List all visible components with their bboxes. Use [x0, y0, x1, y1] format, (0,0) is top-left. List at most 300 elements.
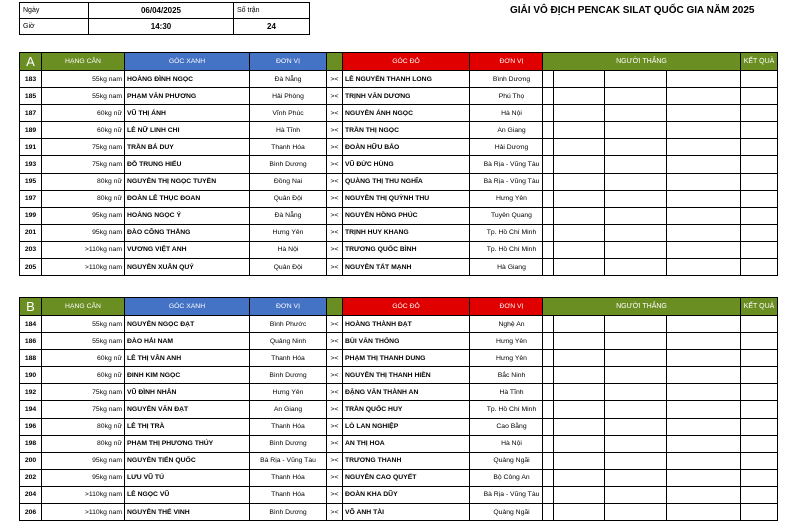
- red-athlete-unit: Tp. Hồ Chí Minh: [470, 224, 554, 241]
- match-row: [20, 190, 554, 207]
- weight-class: >110kg nam: [42, 259, 125, 276]
- result-cell[interactable]: [741, 241, 778, 258]
- match-row: [20, 122, 554, 139]
- match-number: 202: [20, 469, 42, 486]
- blue-athlete-name: TRẦN BÁ DUY: [125, 139, 250, 156]
- red-athlete-name: TRẦN THỊ NGỌC: [343, 122, 470, 139]
- time-label: Giờ: [20, 19, 89, 35]
- match-number: 203: [20, 241, 42, 258]
- winner-cell[interactable]: [605, 350, 667, 367]
- match-row: [20, 452, 554, 469]
- winner-cell[interactable]: [667, 486, 741, 503]
- blue-athlete-name: HOÀNG NGỌC Ý: [125, 207, 250, 224]
- blue-athlete-name: NGUYỄN NGỌC ĐẠT: [125, 316, 250, 333]
- match-number: 191: [20, 139, 42, 156]
- winner-cell[interactable]: [667, 435, 741, 452]
- blue-athlete-name: LÊ NGỌC VŨ: [125, 486, 250, 503]
- winner-cell[interactable]: [605, 139, 667, 156]
- blue-athlete-unit: Thanh Hóa: [250, 486, 327, 503]
- spacer: [310, 3, 311, 19]
- winner-cell[interactable]: [543, 156, 605, 173]
- winner-header: NGƯỜI THẮNG: [543, 53, 741, 71]
- winner-cell[interactable]: [667, 122, 741, 139]
- result-cell[interactable]: [741, 504, 778, 521]
- vs-marker: ><: [327, 435, 343, 452]
- blue-athlete-unit: Thanh Hóa: [250, 139, 327, 156]
- blue-athlete-unit: Hải Phòng: [250, 88, 327, 105]
- red-athlete-name: NGUYỄN ÁNH NGỌC: [343, 105, 470, 122]
- result-row: [543, 105, 778, 122]
- result-cell[interactable]: [741, 190, 778, 207]
- result-row: [543, 486, 778, 503]
- winner-cell[interactable]: [605, 122, 667, 139]
- winner-cell[interactable]: [543, 224, 605, 241]
- result-cell[interactable]: [741, 452, 778, 469]
- group-a-result-table: [542, 52, 778, 276]
- vs-marker: ><: [327, 207, 343, 224]
- winner-cell[interactable]: [543, 122, 605, 139]
- red-athlete-unit: Hưng Yên: [470, 190, 554, 207]
- winner-cell[interactable]: [605, 504, 667, 521]
- blue-athlete-unit: An Giang: [250, 401, 327, 418]
- blue-athlete-name: NGUYỄN TIẾN QUỐC: [125, 452, 250, 469]
- red-athlete-unit: Tp. Hồ Chí Minh: [470, 401, 554, 418]
- blue-athlete-unit: Thanh Hóa: [250, 418, 327, 435]
- result-header: KẾT QUẢ: [741, 53, 778, 71]
- winner-cell[interactable]: [605, 316, 667, 333]
- winner-cell[interactable]: [543, 207, 605, 224]
- red-athlete-unit: Bộ Công An: [470, 469, 554, 486]
- match-row: [20, 333, 554, 350]
- result-row: [543, 384, 778, 401]
- spacer: [310, 19, 311, 35]
- winner-cell[interactable]: [605, 224, 667, 241]
- winner-cell[interactable]: [605, 401, 667, 418]
- blue-athlete-unit: Quảng Ninh: [250, 333, 327, 350]
- result-row: [543, 469, 778, 486]
- red-athlete-name: NGUYỄN HỒNG PHÚC: [343, 207, 470, 224]
- winner-cell[interactable]: [605, 367, 667, 384]
- winner-cell[interactable]: [667, 88, 741, 105]
- blue-athlete-unit: Đà Nẵng: [250, 71, 327, 88]
- blue-athlete-name: VƯƠNG VIỆT ANH: [125, 241, 250, 258]
- weight-class: 75kg nam: [42, 139, 125, 156]
- match-row: [20, 384, 554, 401]
- red-athlete-unit: Hà Nội: [470, 435, 554, 452]
- winner-cell[interactable]: [667, 71, 741, 88]
- winner-cell[interactable]: [605, 190, 667, 207]
- blue-corner-header: GÓC XANH: [125, 53, 250, 71]
- weight-class: >110kg nam: [42, 504, 125, 521]
- weight-class: 75kg nam: [42, 384, 125, 401]
- result-cell[interactable]: [741, 486, 778, 503]
- blue-athlete-name: ĐÀO HẢI NAM: [125, 333, 250, 350]
- winner-cell[interactable]: [543, 435, 605, 452]
- winner-cell[interactable]: [543, 259, 605, 276]
- weight-class: 95kg nam: [42, 469, 125, 486]
- match-number: 187: [20, 105, 42, 122]
- vs-marker: ><: [327, 367, 343, 384]
- red-athlete-name: BÙI VĂN THỐNG: [343, 333, 470, 350]
- result-row: [543, 224, 778, 241]
- vs-marker: ><: [327, 139, 343, 156]
- blue-athlete-unit: Quân Đội: [250, 190, 327, 207]
- winner-cell[interactable]: [543, 333, 605, 350]
- winner-cell[interactable]: [543, 88, 605, 105]
- weight-class: 95kg nam: [42, 452, 125, 469]
- result-cell[interactable]: [741, 316, 778, 333]
- page-title: GIẢI VÔ ĐỊCH PENCAK SILAT QUỐC GIA NĂM 2025: [510, 5, 755, 16]
- winner-cell[interactable]: [667, 333, 741, 350]
- blue-athlete-unit: Bình Dương: [250, 435, 327, 452]
- red-corner-header: GÓC ĐỎ: [343, 53, 470, 71]
- blue-athlete-unit: Vĩnh Phúc: [250, 105, 327, 122]
- winner-cell[interactable]: [605, 207, 667, 224]
- blue-athlete-name: ĐỖ TRUNG HIẾU: [125, 156, 250, 173]
- red-unit-header: ĐƠN VỊ: [470, 298, 554, 316]
- result-cell[interactable]: [741, 207, 778, 224]
- winner-cell[interactable]: [543, 504, 605, 521]
- result-cell[interactable]: [741, 71, 778, 88]
- blue-athlete-unit: Hà Tĩnh: [250, 122, 327, 139]
- vs-marker: ><: [327, 88, 343, 105]
- winner-cell[interactable]: [667, 190, 741, 207]
- winner-cell[interactable]: [543, 190, 605, 207]
- red-athlete-name: PHẠM THỊ THANH DUNG: [343, 350, 470, 367]
- match-number: 190: [20, 367, 42, 384]
- winner-cell[interactable]: [543, 401, 605, 418]
- winner-cell[interactable]: [667, 367, 741, 384]
- weight-class: 55kg nam: [42, 88, 125, 105]
- winner-cell[interactable]: [605, 71, 667, 88]
- match-number: 192: [20, 384, 42, 401]
- winner-cell[interactable]: [667, 207, 741, 224]
- result-cell[interactable]: [741, 139, 778, 156]
- winner-cell[interactable]: [667, 173, 741, 190]
- red-athlete-name: TRẦN QUỐC HUY: [343, 401, 470, 418]
- winner-cell[interactable]: [667, 105, 741, 122]
- group-b-match-table: [19, 297, 554, 521]
- match-number: 200: [20, 452, 42, 469]
- winner-cell[interactable]: [667, 401, 741, 418]
- red-athlete-name: NGUYỄN CAO QUYẾT: [343, 469, 470, 486]
- red-athlete-unit: Bà Rịa - Vũng Tàu: [470, 173, 554, 190]
- blue-athlete-unit: Thanh Hóa: [250, 469, 327, 486]
- group-label: A: [20, 53, 42, 71]
- blue-athlete-name: PHẠM VĂN PHƯƠNG: [125, 88, 250, 105]
- red-athlete-name: TRỊNH VĂN DƯƠNG: [343, 88, 470, 105]
- red-athlete-name: HOÀNG THÀNH ĐẠT: [343, 316, 470, 333]
- red-athlete-name: VŨ ĐỨC HÙNG: [343, 156, 470, 173]
- winner-cell[interactable]: [667, 418, 741, 435]
- blue-athlete-name: NGUYỄN XUÂN QUÝ: [125, 259, 250, 276]
- result-cell[interactable]: [741, 224, 778, 241]
- weight-class: 80kg nữ: [42, 435, 125, 452]
- winner-cell[interactable]: [605, 105, 667, 122]
- weight-class: 80kg nữ: [42, 173, 125, 190]
- result-row: [543, 156, 778, 173]
- weight-class: 55kg nam: [42, 316, 125, 333]
- winner-cell[interactable]: [543, 139, 605, 156]
- result-cell[interactable]: [741, 469, 778, 486]
- winner-cell[interactable]: [605, 173, 667, 190]
- schedule-info-table: [19, 2, 311, 35]
- blue-athlete-name: LÊ THỊ TRÀ: [125, 418, 250, 435]
- red-athlete-name: ĐẶNG VĂN THÀNH AN: [343, 384, 470, 401]
- match-number: 185: [20, 88, 42, 105]
- red-athlete-name: QUÀNG THỊ THU NGHĨA: [343, 173, 470, 190]
- red-athlete-name: NGUYỄN THỊ QUỲNH THU: [343, 190, 470, 207]
- result-cell[interactable]: [741, 122, 778, 139]
- red-athlete-name: NGUYỄN THỊ THANH HIỀN: [343, 367, 470, 384]
- red-athlete-unit: Tp. Hồ Chí Minh: [470, 241, 554, 258]
- weight-class: 75kg nam: [42, 401, 125, 418]
- winner-cell[interactable]: [667, 350, 741, 367]
- result-cell[interactable]: [741, 105, 778, 122]
- weight-class: 60kg nữ: [42, 350, 125, 367]
- red-athlete-unit: An Giang: [470, 122, 554, 139]
- match-number: 201: [20, 224, 42, 241]
- result-header-row: [543, 53, 778, 71]
- date-label: Ngày: [20, 3, 89, 19]
- weight-header: HẠNG CÂN: [42, 298, 125, 316]
- match-row: [20, 259, 554, 276]
- result-cell[interactable]: [741, 259, 778, 276]
- weight-class: 80kg nữ: [42, 190, 125, 207]
- blue-unit-header: ĐƠN VỊ: [250, 53, 327, 71]
- match-number: 194: [20, 401, 42, 418]
- vs-marker: ><: [327, 504, 343, 521]
- weight-class: 55kg nam: [42, 333, 125, 350]
- winner-cell[interactable]: [667, 224, 741, 241]
- vs-marker: ><: [327, 350, 343, 367]
- winner-cell[interactable]: [605, 486, 667, 503]
- weight-class: 95kg nam: [42, 207, 125, 224]
- winner-cell[interactable]: [605, 435, 667, 452]
- weight-class: >110kg nam: [42, 486, 125, 503]
- result-row: [543, 122, 778, 139]
- winner-cell[interactable]: [543, 452, 605, 469]
- blue-athlete-unit: Bình Dương: [250, 504, 327, 521]
- winner-cell[interactable]: [667, 156, 741, 173]
- match-row: [20, 88, 554, 105]
- winner-cell[interactable]: [605, 241, 667, 258]
- winner-cell[interactable]: [605, 418, 667, 435]
- result-row: [543, 418, 778, 435]
- match-number: 188: [20, 350, 42, 367]
- vs-header: [327, 298, 343, 316]
- blue-athlete-name: NGUYỄN THẾ VINH: [125, 504, 250, 521]
- blue-athlete-unit: Bình Dương: [250, 156, 327, 173]
- red-athlete-name: TRỊNH HUY KHANG: [343, 224, 470, 241]
- weight-class: 60kg nữ: [42, 105, 125, 122]
- blue-athlete-unit: Thanh Hóa: [250, 350, 327, 367]
- match-row: [20, 435, 554, 452]
- result-cell[interactable]: [741, 173, 778, 190]
- match-row: [20, 139, 554, 156]
- match-number: 199: [20, 207, 42, 224]
- blue-unit-header: ĐƠN VỊ: [250, 298, 327, 316]
- blue-athlete-unit: Hưng Yên: [250, 384, 327, 401]
- red-athlete-unit: Phú Thọ: [470, 88, 554, 105]
- winner-cell[interactable]: [667, 139, 741, 156]
- match-number: 193: [20, 156, 42, 173]
- winner-cell[interactable]: [543, 367, 605, 384]
- result-cell[interactable]: [741, 88, 778, 105]
- result-cell[interactable]: [741, 350, 778, 367]
- winner-cell[interactable]: [543, 384, 605, 401]
- vs-header: [327, 53, 343, 71]
- result-header-row: [543, 298, 778, 316]
- red-athlete-name: AN THỊ HOA: [343, 435, 470, 452]
- vs-marker: ><: [327, 105, 343, 122]
- blue-athlete-unit: Bình Phước: [250, 316, 327, 333]
- result-cell[interactable]: [741, 333, 778, 350]
- weight-class: 55kg nam: [42, 71, 125, 88]
- blue-athlete-name: NGUYỄN VĂN ĐẠT: [125, 401, 250, 418]
- match-row: [20, 156, 554, 173]
- winner-cell[interactable]: [605, 469, 667, 486]
- vs-marker: ><: [327, 156, 343, 173]
- winner-cell[interactable]: [667, 241, 741, 258]
- group-label: B: [20, 298, 42, 316]
- winner-cell[interactable]: [543, 105, 605, 122]
- result-cell[interactable]: [741, 435, 778, 452]
- vs-marker: ><: [327, 469, 343, 486]
- red-athlete-unit: Hà Giang: [470, 259, 554, 276]
- match-number: 189: [20, 122, 42, 139]
- winner-cell[interactable]: [543, 241, 605, 258]
- time-value: 14:30: [89, 19, 234, 35]
- blue-corner-header: GÓC XANH: [125, 298, 250, 316]
- winner-cell[interactable]: [605, 333, 667, 350]
- blue-athlete-name: ĐOÀN LÊ THỤC ĐOAN: [125, 190, 250, 207]
- match-number: 198: [20, 435, 42, 452]
- match-row: [20, 486, 554, 503]
- winner-cell[interactable]: [667, 504, 741, 521]
- blue-athlete-unit: Hưng Yên: [250, 224, 327, 241]
- winner-cell[interactable]: [667, 469, 741, 486]
- blue-athlete-name: VŨ ĐÌNH NHÂN: [125, 384, 250, 401]
- result-row: [543, 173, 778, 190]
- red-athlete-unit: Tuyên Quang: [470, 207, 554, 224]
- result-row: [543, 190, 778, 207]
- result-row: [543, 316, 778, 333]
- blue-athlete-unit: Đà Nẵng: [250, 207, 327, 224]
- red-athlete-unit: Cao Bằng: [470, 418, 554, 435]
- winner-cell[interactable]: [605, 452, 667, 469]
- weight-class: >110kg nam: [42, 241, 125, 258]
- winner-cell[interactable]: [667, 452, 741, 469]
- result-row: [543, 241, 778, 258]
- match-row: [20, 367, 554, 384]
- red-unit-header: ĐƠN VỊ: [470, 53, 554, 71]
- table-header-row: [20, 298, 554, 316]
- result-row: [543, 139, 778, 156]
- group-b-result-table: [542, 297, 778, 521]
- vs-marker: ><: [327, 259, 343, 276]
- red-corner-header: GÓC ĐỎ: [343, 298, 470, 316]
- weight-class: 60kg nữ: [42, 367, 125, 384]
- result-row: [543, 333, 778, 350]
- blue-athlete-name: NGUYỄN THỊ NGỌC TUYỀN: [125, 173, 250, 190]
- red-athlete-unit: Hưng Yên: [470, 350, 554, 367]
- match-number: 204: [20, 486, 42, 503]
- result-row: [543, 88, 778, 105]
- match-number: 183: [20, 71, 42, 88]
- red-athlete-unit: Hải Dương: [470, 139, 554, 156]
- vs-marker: ><: [327, 173, 343, 190]
- result-row: [543, 452, 778, 469]
- result-cell[interactable]: [741, 401, 778, 418]
- match-row: [20, 418, 554, 435]
- vs-marker: ><: [327, 452, 343, 469]
- result-row: [543, 71, 778, 88]
- winner-cell[interactable]: [605, 88, 667, 105]
- vs-marker: ><: [327, 333, 343, 350]
- result-row: [543, 435, 778, 452]
- winner-cell[interactable]: [605, 156, 667, 173]
- group-a-match-table: [19, 52, 554, 276]
- winner-cell[interactable]: [543, 173, 605, 190]
- result-cell[interactable]: [741, 418, 778, 435]
- result-row: [543, 401, 778, 418]
- red-athlete-unit: Hà Tĩnh: [470, 384, 554, 401]
- match-row: [20, 316, 554, 333]
- winner-cell[interactable]: [543, 350, 605, 367]
- winner-cell[interactable]: [543, 469, 605, 486]
- match-number: 206: [20, 504, 42, 521]
- result-cell[interactable]: [741, 367, 778, 384]
- blue-athlete-name: ĐINH KIM NGỌC: [125, 367, 250, 384]
- blue-athlete-name: LÊ NỮ LINH CHI: [125, 122, 250, 139]
- winner-cell[interactable]: [605, 259, 667, 276]
- winner-cell[interactable]: [543, 486, 605, 503]
- result-row: [543, 504, 778, 521]
- match-row: [20, 105, 554, 122]
- winner-cell[interactable]: [543, 418, 605, 435]
- winner-cell[interactable]: [543, 71, 605, 88]
- vs-marker: ><: [327, 71, 343, 88]
- match-number: 205: [20, 259, 42, 276]
- match-number: 186: [20, 333, 42, 350]
- result-cell[interactable]: [741, 156, 778, 173]
- winner-cell[interactable]: [667, 316, 741, 333]
- weight-class: 95kg nam: [42, 224, 125, 241]
- weight-header: HẠNG CÂN: [42, 53, 125, 71]
- red-athlete-name: LÒ LAN NGHIỆP: [343, 418, 470, 435]
- winner-cell[interactable]: [667, 384, 741, 401]
- vs-marker: ><: [327, 486, 343, 503]
- red-athlete-name: TRƯƠNG QUỐC BÌNH: [343, 241, 470, 258]
- red-athlete-name: NGUYỄN TẤT MẠNH: [343, 259, 470, 276]
- red-athlete-unit: Hà Nội: [470, 105, 554, 122]
- vs-marker: ><: [327, 122, 343, 139]
- match-number: 195: [20, 173, 42, 190]
- weight-class: 60kg nữ: [42, 122, 125, 139]
- result-header: KẾT QUẢ: [741, 298, 778, 316]
- blue-athlete-unit: Hà Nội: [250, 241, 327, 258]
- winner-cell[interactable]: [605, 384, 667, 401]
- winner-cell[interactable]: [543, 316, 605, 333]
- match-number: 197: [20, 190, 42, 207]
- result-cell[interactable]: [741, 384, 778, 401]
- match-row: [20, 224, 554, 241]
- red-athlete-name: TRƯƠNG THANH: [343, 452, 470, 469]
- match-count-value: 24: [234, 19, 310, 35]
- winner-cell[interactable]: [667, 259, 741, 276]
- blue-athlete-name: LƯU VŨ TÚ: [125, 469, 250, 486]
